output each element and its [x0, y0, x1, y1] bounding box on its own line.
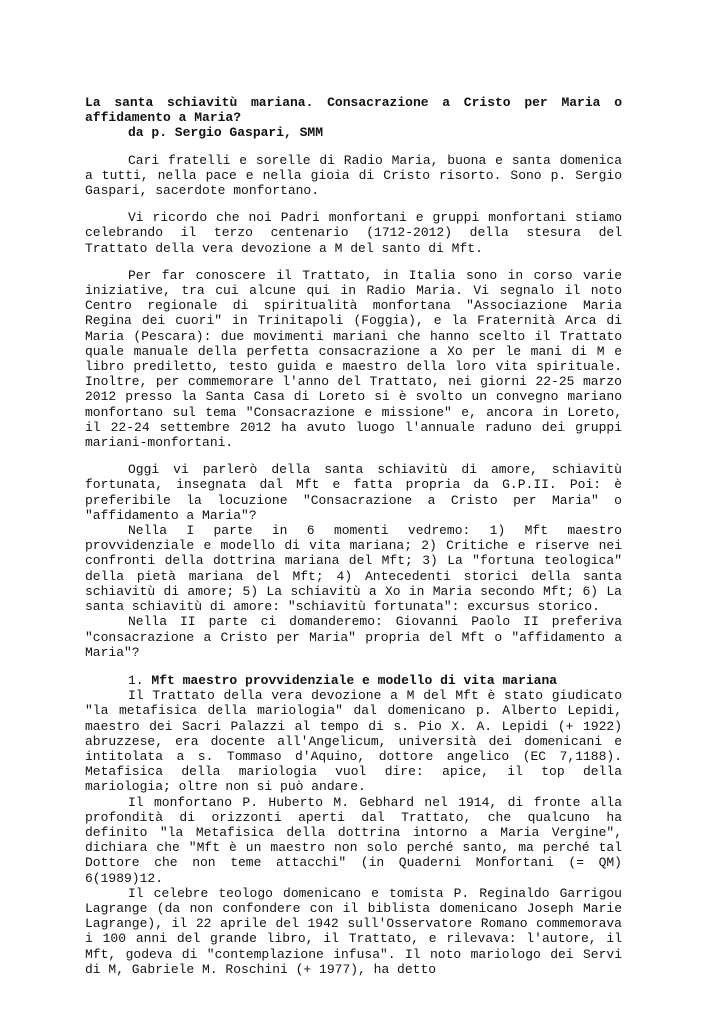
- document-author: da p. Sergio Gaspari, SMM: [128, 125, 324, 141]
- section-heading: [85, 673, 622, 688]
- paragraph: Vi ricordo che noi Padri monfortani e gruppi monfortani stiamo celebrando il terzo centenario (1712-2012) della stesura del Trattato della vera devozione a M del santo di Mft.: [85, 210, 622, 256]
- section-number: 1.: [128, 672, 144, 688]
- paragraph: Nella II parte ci domanderemo: Giovanni Paolo II preferiva "consacrazione a Cristo per Maria" propria del Mft o "affidamento a Maria"?: [85, 614, 622, 660]
- paragraph: Cari fratelli e sorelle di Radio Maria, buona e santa domenica a tutti, nella pace e nella gioia di Cristo risorto. Sono p. Sergio Gaspari, sacerdote monfortano.: [85, 152, 622, 199]
- paragraph: Il Trattato della vera devozione a M del Mft è stato giudicato "la metafisica della mariologia" dal domenicano p. Alberto Lepidi, maestro dei Sacri Palazzi al tempo di s. Pio X. A. Lepidi (+ 1922) abruzzese, era docente all'Angelicum, università dei domenicani e intitolata a s. Tommaso d'Aquino, dottore angelico (EC 7,1188). Metafisica della mariologia vuol dire: apice, il top della mariologia; oltre non si può andare.: [85, 688, 622, 795]
- paragraph: Per far conoscere il Trattato, in Italia sono in corso varie iniziative, tra cui alcune qui in Radio Maria. Vi segnalo il noto Centro regionale di spiritualità monfortana "Associazione Maria Regina dei cuori" in Trinitapoli (Foggia), e la Fraternità Arca di Maria (Pescara): due movimenti mariani che hanno scelto il Trattato quale manuale della perfetta consacrazione a Xo per le mani di M e libro prediletto, testo guida e maestro della loro vita spirituale. Inoltre, per commemorare l'anno del Trattato, nei giorni 22-25 marzo 2012 presso la Santa Casa di Loreto si è svolto un convegno mariano monfortano sul tema "Consacrazione e missione" e, ancora in Loreto, il 22-24 settembre 2012 ha avuto luogo l'annuale raduno dei gruppi mariani-monfortani.: [85, 267, 622, 451]
- paragraph: Oggi vi parlerò della santa schiavitù di amore, schiavitù fortunata, insegnata dal Mft e fatta propria da G.P.II. Poi: è preferibile la locuzione "Consacrazione a Cristo per Maria" o "affidamento a Maria"?: [85, 462, 622, 523]
- document-title: La santa schiavitù mariana. Consacrazione a Cristo per Maria o affidamento a Maria?: [85, 95, 622, 126]
- paragraph: Il monfortano P. Huberto M. Gebhard nel 1914, di fronte alla profondità di orizzonti aperti dal Trattato, che qualcuno ha definito "la Metafisica della dottrina intorno a Maria Vergine", dichiara che "Mft è un maestro non solo perché santo, ma perché tal Dottore che non teme attacchi" (in Quaderni Monfortani (= QM) 6(1989)12.: [85, 794, 622, 886]
- document-body: [85, 95, 622, 977]
- section-title: Mft maestro provvidenziale e modello di vita mariana: [151, 672, 558, 688]
- paragraph: Il celebre teologo domenicano e tomista P. Reginaldo Garrigou Lagrange (da non confondere con il biblista domenicano Joseph Marie Lagrange), il 22 aprile del 1942 sull'Osservatore Romano commemorava i 100 anni del grande libro, il Trattato, e rilevava: l'autore, il Mft, godeva di "contemplazione infusa". Il noto mariologo dei Servi di M, Gabriele M. Roschini (+ 1977), ha detto: [85, 885, 622, 977]
- paragraph: Nella I parte in 6 momenti vedremo: 1) Mft maestro provvidenziale e modello di vita mariana; 2) Critiche e riserve nei confronti della dottrina mariana del Mft; 3) La "fortuna teologica" della pietà mariana del Mft; 4) Antecedenti storici della santa schiavitù di amore; 5) La schiavitù a Xo in Maria secondo Mft; 6) La santa schiavitù di amore: "schiavitù fortunata": excursus storico.: [85, 523, 622, 615]
